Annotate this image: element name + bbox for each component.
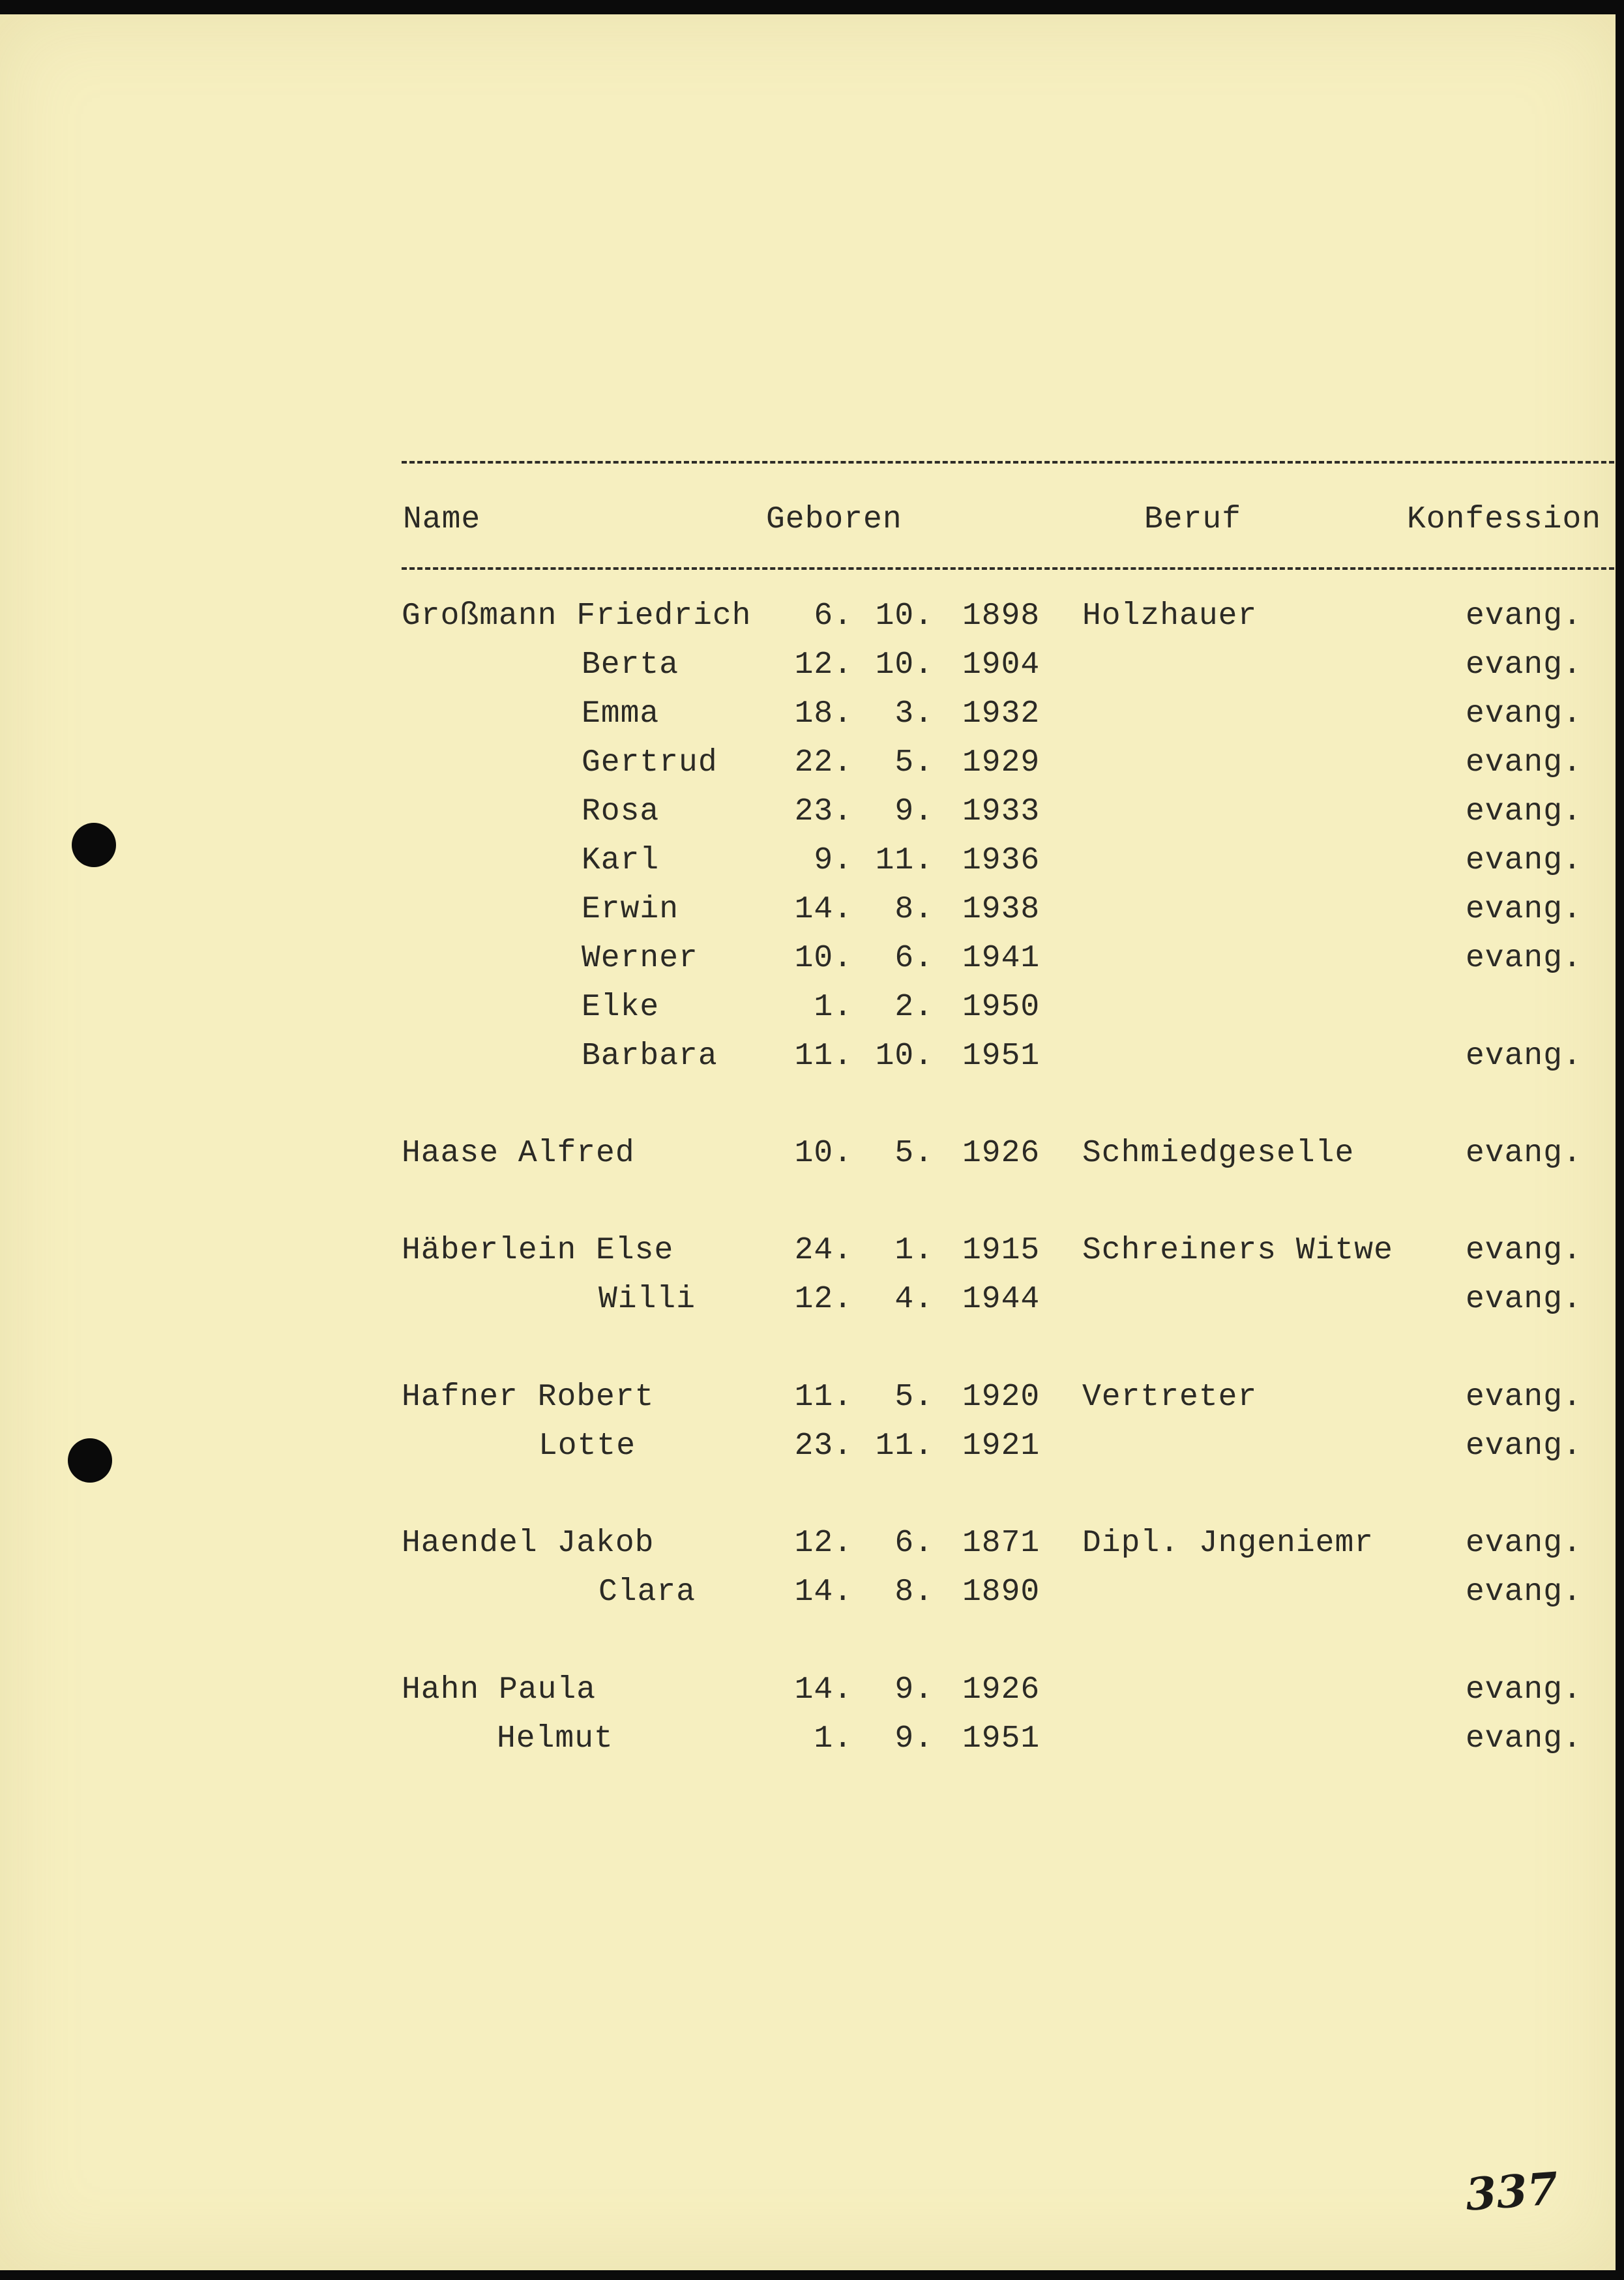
birth-month: 8. (894, 892, 934, 927)
birth-day: 9. (814, 843, 853, 878)
person-name: Willi (598, 1282, 696, 1317)
person-name: Elke (582, 990, 660, 1025)
birth-month: 10. (875, 599, 934, 634)
confession: evang. (1466, 1526, 1582, 1561)
birth-day: 14. (794, 892, 853, 927)
header-name: Name (403, 502, 481, 537)
occupation: Schmiedgeselle (1082, 1136, 1355, 1171)
birth-day: 24. (794, 1233, 853, 1268)
person-name: Clara (598, 1575, 696, 1610)
person-name: Haendel Jakob (402, 1526, 655, 1561)
confession: evang. (1466, 1672, 1582, 1708)
person-name: Lotte (539, 1429, 636, 1464)
occupation: Holzhauer (1082, 599, 1258, 634)
table-row (0, 1380, 1616, 1429)
document-page (0, 14, 1616, 2270)
birth-year: 1941 (962, 941, 1041, 976)
birth-year: 1932 (962, 696, 1041, 732)
birth-month: 5. (894, 745, 934, 780)
birth-year: 1933 (962, 794, 1041, 829)
birth-year: 1950 (962, 990, 1041, 1025)
birth-year: 1890 (962, 1575, 1041, 1610)
confession: evang. (1466, 843, 1582, 878)
table-row (0, 990, 1616, 1039)
table-row (0, 745, 1616, 794)
person-name: Karl (582, 843, 660, 878)
birth-year: 1936 (962, 843, 1041, 878)
birth-year: 1926 (962, 1136, 1041, 1171)
confession: evang. (1466, 647, 1582, 683)
birth-month: 9. (894, 794, 934, 829)
birth-month: 4. (894, 1282, 934, 1317)
confession: evang. (1466, 1282, 1582, 1317)
table-row (0, 892, 1616, 941)
birth-year: 1938 (962, 892, 1041, 927)
confession: evang. (1466, 1429, 1582, 1464)
table-row (0, 599, 1616, 647)
birth-year: 1951 (962, 1039, 1041, 1074)
confession: evang. (1466, 1039, 1582, 1074)
confession: evang. (1466, 1136, 1582, 1171)
birth-year: 1926 (962, 1672, 1041, 1708)
table-row (0, 696, 1616, 745)
birth-year: 1951 (962, 1721, 1041, 1756)
confession: evang. (1466, 1380, 1582, 1415)
birth-month: 11. (875, 1429, 934, 1464)
confession: evang. (1466, 941, 1582, 976)
person-name: Berta (582, 647, 679, 683)
occupation: Vertreter (1082, 1380, 1258, 1415)
birth-day: 23. (794, 794, 853, 829)
person-name: Barbara (582, 1039, 718, 1074)
birth-month: 5. (894, 1136, 934, 1171)
header-born: Geboren (766, 502, 902, 537)
birth-day: 23. (794, 1429, 853, 1464)
birth-month: 8. (894, 1575, 934, 1610)
birth-day: 1. (814, 1721, 853, 1756)
birth-day: 10. (794, 1136, 853, 1171)
table-row (0, 1233, 1616, 1282)
birth-year: 1944 (962, 1282, 1041, 1317)
birth-day: 11. (794, 1039, 853, 1074)
birth-day: 1. (814, 990, 853, 1025)
birth-year: 1920 (962, 1380, 1041, 1415)
person-name: Werner (582, 941, 698, 976)
header-dashed-rule (402, 567, 1614, 570)
birth-day: 12. (794, 1526, 853, 1561)
birth-day: 18. (794, 696, 853, 732)
birth-day: 12. (794, 647, 853, 683)
birth-month: 11. (875, 843, 934, 878)
table-row (0, 843, 1616, 892)
person-name: Rosa (582, 794, 660, 829)
person-name: Erwin (582, 892, 679, 927)
birth-day: 22. (794, 745, 853, 780)
birth-year: 1929 (962, 745, 1041, 780)
occupation: Dipl. Jngeniemr (1082, 1526, 1374, 1561)
confession: evang. (1466, 892, 1582, 927)
birth-day: 11. (794, 1380, 853, 1415)
birth-year: 1921 (962, 1429, 1041, 1464)
birth-day: 10. (794, 941, 853, 976)
top-dashed-rule (402, 461, 1614, 464)
birth-month: 9. (894, 1721, 934, 1756)
birth-year: 1871 (962, 1526, 1041, 1561)
confession: evang. (1466, 794, 1582, 829)
occupation: Schreiners Witwe (1082, 1233, 1393, 1268)
person-name: Gertrud (582, 745, 718, 780)
birth-day: 14. (794, 1672, 853, 1708)
page-number: 337 (1464, 2163, 1560, 2221)
header-confession: Konfession (1407, 502, 1602, 537)
birth-day: 12. (794, 1282, 853, 1317)
table-row (0, 794, 1616, 843)
table-row (0, 1721, 1616, 1770)
person-name: Haase Alfred (402, 1136, 635, 1171)
table-row (0, 1672, 1616, 1721)
birth-month: 1. (894, 1233, 934, 1268)
person-name: Häberlein Else (402, 1233, 674, 1268)
person-name: Emma (582, 696, 660, 732)
confession: evang. (1466, 1721, 1582, 1756)
birth-month: 9. (894, 1672, 934, 1708)
birth-year: 1898 (962, 599, 1041, 634)
birth-year: 1915 (962, 1233, 1041, 1268)
confession: evang. (1466, 745, 1582, 780)
table-row (0, 647, 1616, 696)
table-row (0, 1575, 1616, 1623)
person-name: Hahn Paula (402, 1672, 597, 1708)
birth-month: 3. (894, 696, 934, 732)
birth-month: 6. (894, 1526, 934, 1561)
table-row (0, 1039, 1616, 1088)
birth-month: 2. (894, 990, 934, 1025)
table-row (0, 1136, 1616, 1185)
person-name: Großmann Friedrich (402, 599, 752, 634)
confession: evang. (1466, 1233, 1582, 1268)
header-occupation: Beruf (1144, 502, 1242, 537)
person-name: Hafner Robert (402, 1380, 655, 1415)
birth-month: 10. (875, 647, 934, 683)
table-row (0, 1282, 1616, 1331)
birth-day: 14. (794, 1575, 853, 1610)
birth-month: 6. (894, 941, 934, 976)
birth-month: 5. (894, 1380, 934, 1415)
birth-year: 1904 (962, 647, 1041, 683)
person-name: Helmut (497, 1721, 613, 1756)
birth-month: 10. (875, 1039, 934, 1074)
birth-day: 6. (814, 599, 853, 634)
confession: evang. (1466, 599, 1582, 634)
table-row (0, 1429, 1616, 1477)
table-row (0, 941, 1616, 990)
confession: evang. (1466, 696, 1582, 732)
confession: evang. (1466, 1575, 1582, 1610)
table-row (0, 1526, 1616, 1575)
